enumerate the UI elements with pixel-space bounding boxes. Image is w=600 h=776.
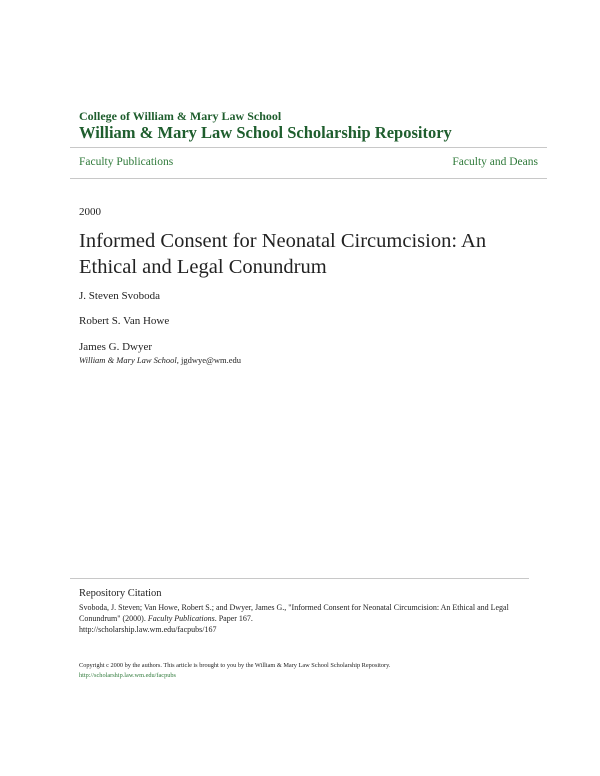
institution-header: [79, 109, 452, 143]
citation-journal: Faculty Publications: [147, 614, 215, 623]
author-name: James G. Dwyer: [79, 341, 153, 353]
article-title: Informed Consent for Neonatal Circumcision: An Ethical and Legal Conundrum: [79, 230, 487, 278]
divider-bottom: [70, 178, 547, 179]
author-name: Robert S. Van Howe: [79, 315, 170, 327]
citation-part-2: . Paper 167.: [214, 614, 253, 623]
citation-text: [79, 602, 531, 635]
affiliation-email: , jgdwye@wm.edu: [176, 355, 241, 365]
citation-heading: Repository Citation: [79, 588, 162, 599]
collection-link[interactable]: http://scholarship.law.wm.edu/facpubs: [79, 672, 176, 679]
faculty-and-deans-link[interactable]: Faculty and Deans: [452, 156, 538, 168]
institution-name[interactable]: College of William & Mary Law School: [79, 109, 282, 123]
copyright-notice: Copyright c 2000 by the authors. This article is brought to you by the William & Mary Law School Scholarship Repository.: [79, 662, 391, 669]
author-name: J. Steven Svoboda: [79, 290, 160, 302]
author-affiliation: [79, 355, 241, 365]
publication-year: 2000: [79, 206, 101, 218]
citation-url[interactable]: http://scholarship.law.wm.edu/facpubs/167: [79, 625, 217, 634]
repository-name[interactable]: William & Mary Law School Scholarship Repository: [79, 123, 452, 142]
faculty-publications-link[interactable]: Faculty Publications: [79, 156, 174, 168]
affiliation-institution: William & Mary Law School: [79, 355, 177, 365]
divider-top: [70, 147, 547, 148]
citation-part-1: Svoboda, J. Steven; Van Howe, Robert S.; and Dwyer, James G., "Informed Consent for Neonatal Circumcision: An Ethical and Legal Conundrum" (2000).: [79, 603, 509, 623]
citation-divider: [70, 578, 529, 579]
